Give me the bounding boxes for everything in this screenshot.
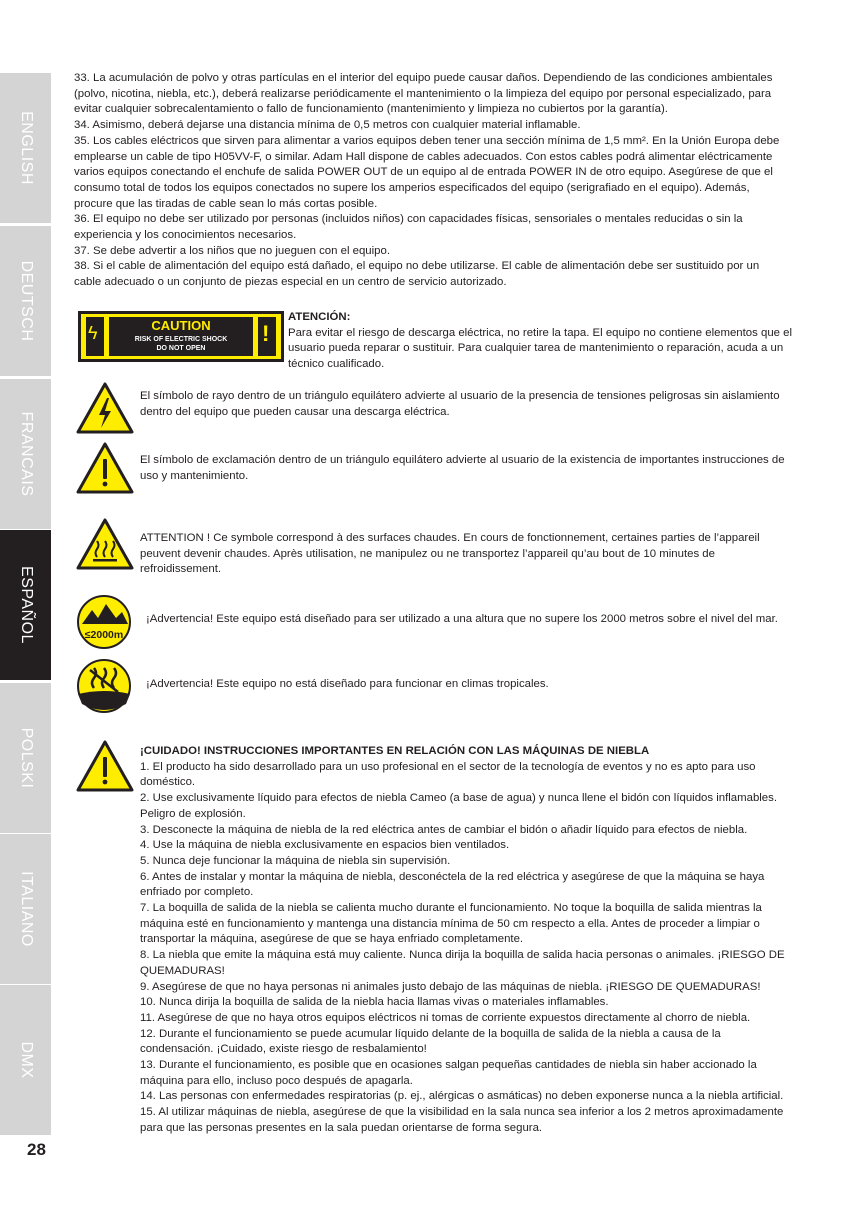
tab-francais[interactable]: FRANCAIS [0,379,51,529]
list-item: 13. Durante el funcionamiento, es posible que en ocasiones salgan pequeñas cantidades de niebla sin haber accionado la máquina para ello, incluso poco después de apagarla. [140,1059,757,1087]
tab-english[interactable]: ENGLISH [0,73,51,223]
lightning-description: El símbolo de rayo dentro de un triángulo equilátero advierte al usuario de la presencia de tensiones peligrosas sin aislamiento dentro del equipo que pueden causar una descarga eléctrica. [140,390,780,418]
attention-heading: ATENCIÓN: [288,311,351,323]
list-item: 6. Antes de instalar y montar la máquina de niebla, desconéctela de la red eléctrica y asegúrese de que la máquina se haya enfriado por completo. [140,870,765,899]
attention-text: Para evitar el riesgo de descarga eléctrica, no retire la tapa. El equipo no contiene elementos que el usuario pueda reparar o sustituir. Para cualquier tarea de mantenimiento o reparación, acuda a un técnico cualificado. [288,326,793,371]
caution-label [78,311,284,362]
safety-list-top [74,71,788,291]
list-item: 14. Las personas con enfermedades respiratorias (p. ej., alérgicas o asmáticas) no deben exponerse nunca a la niebla artificial. [140,1090,784,1103]
fog-heading: ¡CUIDADO! INSTRUCCIONES IMPORTANTES EN RELACIÓN CON LAS MÁQUINAS DE NIEBLA [140,745,650,757]
caution-line-2: DO NOT OPEN [156,345,206,352]
list-item: 1. El producto ha sido desarrollado para un uso profesional en el sector de la tecnología de eventos y no es apto para uso doméstico. [140,760,756,789]
list-item: 2. Use exclusivamente líquido para efectos de niebla Cameo (a base de agua) y nunca llene el bidón con líquidos inflamables. Peligro de explosión. [140,792,778,820]
lightning-warning-icon [76,382,134,434]
altitude-icon-label: ≤2000m [84,629,124,641]
list-item: 37. Se debe advertir a los niños que no jueguen con el equipo. [74,244,391,257]
list-item: 10. Nunca dirija la boquilla de salida de la niebla hacia llamas vivas o materiales inflamables. [140,996,609,1009]
list-item: 4. Use la máquina de niebla exclusivamente en espacios bien ventilados. [140,839,510,852]
page-number: 28 [27,1140,46,1159]
hot-surface-icon [76,518,134,570]
attention-block [288,310,793,373]
tab-espanol[interactable]: ESPAÑOL [0,530,51,680]
list-item: 15. Al utilizar máquinas de niebla, asegúrese de que la visibilidad en la sala nunca sea inferior a los 2 metros aproximadamente para que las personas presentes en la sala puedan orientarse de forma segura. [140,1106,784,1134]
tab-polski[interactable]: POLSKI [0,683,51,833]
tab-deutsch[interactable]: DEUTSCH [0,226,51,376]
list-item: 34. Asimismo, deberá dejarse una distancia mínima de 0,5 metros con cualquier material inflamable. [74,119,581,132]
list-item: 12. Durante el funcionamiento se puede acumular líquido delante de la boquilla de salida de la niebla a causa de la condensación. ¡Cuidado, existe riesgo de resbalamiento! [140,1027,721,1056]
list-item: 38. Si el cable de alimentación del equipo está dañado, el equipo no debe utilizarse. El cable de alimentación debe ser sustituido por un cable adecuado o un conjunto de piezas especial en un centro de servicio autorizado. [74,260,760,289]
altitude-icon [76,594,132,650]
list-item: 8. La niebla que emite la máquina está muy caliente. Nunca dirija la boquilla de salida hacia personas o animales. ¡RIESGO DE QUEMADURAS! [140,949,785,977]
exclamation-warning-icon [76,442,134,494]
tropical-warning: ¡Advertencia! Este equipo no está diseñado para funcionar en climas tropicales. [146,678,549,690]
list-item: 36. El equipo no debe ser utilizado por personas (incluidos niños) con capacidades físicas, sensoriales o mentales reducidas o sin la experiencia y los conocimientos necesarios. [74,213,743,242]
list-item: 7. La boquilla de salida de la niebla se calienta mucho durante el funcionamiento. No toque la boquilla de salida mientras la máquina esté en funcionamiento y mantenga una distancia mínima de 50 cm respecto a ella. Antes de proceder a limpiar o transportar la máquina, asegúrese de que se haya enfriado completamente. [140,902,762,946]
tab-italiano[interactable]: ITALIANO [0,834,51,984]
tab-dmx[interactable]: DMX [0,985,51,1135]
list-item: 33. La acumulación de polvo y otras partículas en el interior del equipo puede causar daños. Dependiendo de las condiciones ambientales (polvo, nicotina, niebla, etc.), deberá realizarse periódicamente el mantenimiento o la limpieza del equipo por personal especializado, para evitar cualquier sobrecalentamiento o fallo de funcionamiento (mantenimiento y limpieza no cubiertos por la garantía). [74,72,773,116]
exclamation-icon: ! [262,321,270,346]
fog-warning-icon [76,740,134,792]
tropical-climate-icon [76,658,132,714]
list-item: 3. Desconecte la máquina de niebla de la red eléctrica antes de cambiar el bidón o añadir líquido para efectos de niebla. [140,823,748,836]
altitude-warning: ¡Advertencia! Este equipo está diseñado para ser utilizado a una altura que no supere los 2000 metros sobre el nivel del mar. [146,613,778,625]
lightning-icon: ϟ [88,323,98,343]
list-item: 9. Asegúrese de que no haya personas ni animales justo debajo de las máquinas de niebla. ¡RIESGO DE QUEMADURAS! [140,980,761,993]
exclamation-description: El símbolo de exclamación dentro de un triángulo equilátero advierte al usuario de la existencia de importantes instrucciones de uso y mantenimiento. [140,454,785,482]
list-item: 35. Los cables eléctricos que sirven para alimentar a varios equipos deben tener una sección mínima de 1,5 mm². En la Unión Europa debe emplearse un cable de tipo H05VV-F, o similar. Adam Hall dispone de cables adecuados. Con estos cables podrá alimentar eléctricamente varios equipos conectando el enchufe de salida POWER OUT de un equipo al de entrada POWER IN de otro equipo. Asegúrese de que el consumo total de todos los equipos conectados no supere los amperios especificados del equipo (serigrafiado en el equipo). Además, procure que las tiradas de cable sean lo más cortas posible. [74,134,780,210]
list-item: 11. Asegúrese de que no haya otros equipos eléctricos ni tomas de corriente expuestos directamente al chorro de niebla. [140,1011,751,1024]
hot-surface-description: ATTENTION ! Ce symbole correspond à des surfaces chaudes. En cours de fonctionnement, certaines parties de l’appareil peuvent devenir chaudes. Après utilisation, ne manipulez ou ne transportez l’appareil qu’au bout de 10 minutes de refroidissement. [140,532,760,576]
list-item: 5. Nunca deje funcionar la máquina de niebla sin supervisión. [140,854,451,867]
caution-title: CAUTION [151,318,211,333]
fog-machine-section [140,744,792,1137]
caution-line-1: RISK OF ELECTRIC SHOCK [134,336,228,343]
